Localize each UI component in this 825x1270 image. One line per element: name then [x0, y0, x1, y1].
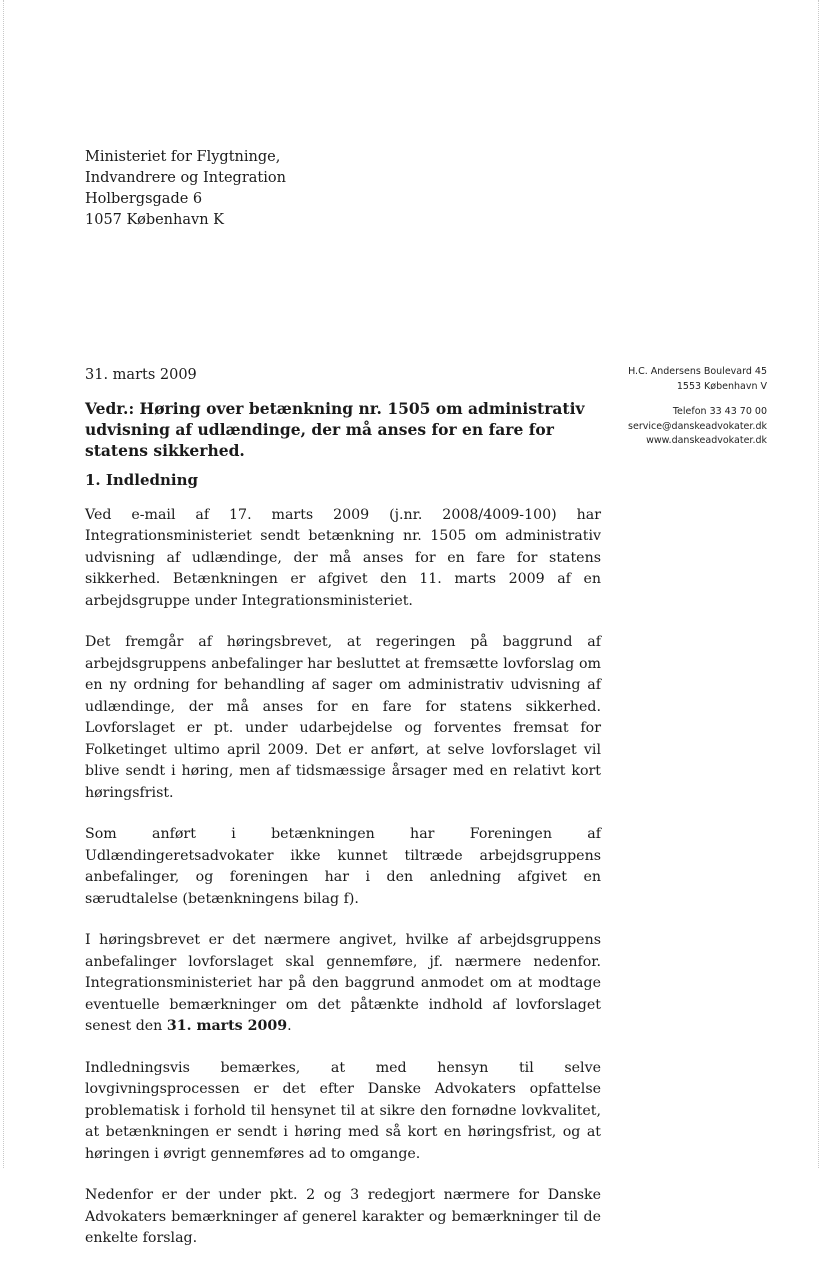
- sender-address-line: 1553 København V: [676, 380, 767, 392]
- recipient-line: Holbergsgade 6: [85, 191, 203, 207]
- deadline-date: 31. marts 2009: [166, 1018, 288, 1034]
- sender-email: service@danskeadvokater.dk: [628, 420, 767, 432]
- letter-subject: Vedr.: Høring over betænkning nr. 1505 om administrativ udvisning af udlændinge, der må anses for en fare for statens sikkerhed.: [85, 399, 585, 460]
- body-paragraph: Indledningsvis bemærkes, at med hensyn til selve lovgivningsprocessen er det efter Danske Advokaters opfattelse problematisk i forhold til hensynet til at sikre den fornødne lovkvalitet, at betænkningen er sendt i høring med så kort en høringsfrist, og at høringen i øvrigt gennemføres ad to omgange.: [85, 1059, 601, 1162]
- sender-address-line: H.C. Andersens Boulevard 45: [628, 366, 767, 377]
- body-paragraph: Ved e-mail af 17. marts 2009 (j.nr. 2008/4009-100) har Integrationsministeriet sendt betænkning nr. 1505 om administrativ udvisning af udlændinge, der må anses for en fare for statens sikkerhed. Betænkningen er afgivet den 11. marts 2009 af en arbejdsgruppe under Integrationsministeriet.: [85, 506, 601, 609]
- recipient-line: 1057 København K: [85, 212, 224, 228]
- sender-website: www.danskeadvokater.dk: [646, 435, 767, 446]
- letter-date: 31. marts 2009: [85, 367, 197, 383]
- letter-body: [85, 470, 601, 1270]
- recipient-line: Ministeriet for Flygtninge,: [85, 149, 281, 165]
- body-paragraph: Nedenfor er der under pkt. 2 og 3 redegjort nærmere for Danske Advokaters bemærkninger af generel karakter og bemærkninger til de enkelte forslag.: [85, 1187, 601, 1246]
- recipient-line: Indvandrere og Integration: [85, 170, 286, 186]
- body-paragraph: Det fremgår af høringsbrevet, at regeringen på baggrund af arbejdsgruppens anbefalinger har besluttet at fremsætte lovforslag om en ny ordning for behandling af sager om administrativ udvisning af udlændinge, der må anses for en fare for statens sikkerhed. Lovforslaget er pt. under udarbejdelse og forventes fremsat for Folketinget ultimo april 2009. Det er anført, at selve lovforslaget vil blive sendt i høring, men af tidsmæssige årsager med en relativt kort høringsfrist.: [85, 634, 601, 801]
- body-paragraph: [85, 930, 601, 1038]
- body-paragraph: Som anført i betænkningen har Foreningen af Udlændingeretsadvokater ikke kunnet tiltræde arbejdsgruppens anbefalinger, og foreningen har i den anledning afgivet en særudtalelse (betænkningens bilag f).: [85, 826, 601, 907]
- paragraph-end: .: [287, 1018, 292, 1034]
- sender-phone: Telefon 33 43 70 00: [672, 406, 767, 417]
- section-heading: 1. Indledning: [85, 471, 199, 489]
- recipient-address: [85, 147, 286, 231]
- scan-edge-left: [3, 0, 4, 1168]
- scan-edge-right: [818, 0, 819, 1168]
- paragraph-text: I høringsbrevet er det nærmere angivet, hvilke af arbejdsgruppens anbefalinger lovforslaget skal gennemføre, jf. nærmere nedenfor. Integrationsministeriet har på den baggrund anmodet om at modtage eventuelle bemærkninger om det påtænkte indhold af lovforslaget senest den: [85, 932, 601, 1034]
